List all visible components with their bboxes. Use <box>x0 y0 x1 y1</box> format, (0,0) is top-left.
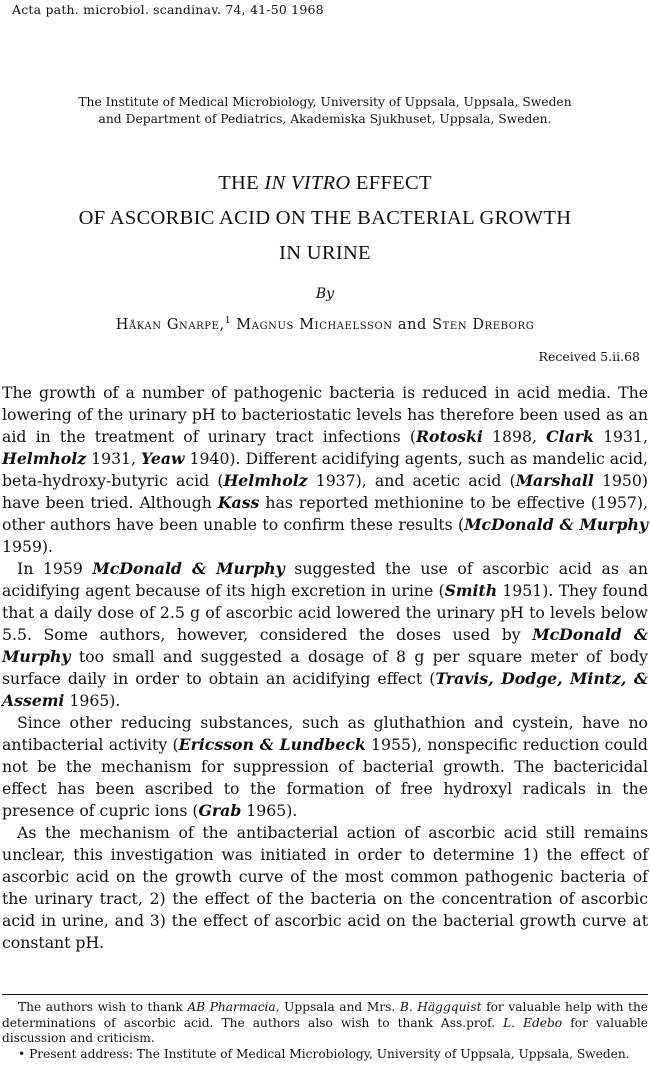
affiliation <box>0 94 650 128</box>
author-list <box>0 316 650 333</box>
paragraph-4: As the mechanism of the antibacterial action of ascorbic acid still remains unclear, this investigation was initiated in order to determine 1) the effect of ascorbic acid on the growth curve of the most common pathogenic bacteria of the urinary tract, 2) the effect of the bacteria on the concentration of ascorbic acid in urine, and 3) the effect of ascorbic acid on the bacterial growth curve at constant pH. <box>2 823 648 952</box>
title-line-3: IN URINE <box>279 242 371 264</box>
title-line-2: OF ASCORBIC ACID ON THE BACTERIAL GROWTH <box>78 207 572 229</box>
author-1-footnote-mark: 1 <box>224 316 232 326</box>
journal-citation: Acta path. microbiol. scandinav. 74, 41-50 1968 <box>12 2 324 17</box>
title-line-1: THE IN VITRO EFFECT <box>218 172 432 194</box>
paragraph-3: Since other reducing substances, such as gluthathion and cystein, have no antibacterial activity (Ericsson & Lundbeck 1955), nonspecific reduction could not be the mechanism for suppression of bacterial growth. The bactericidal effect has been ascribed to the formation of free hydroxyl radicals in the presence of cupric ions (Grab 1965). <box>2 713 648 820</box>
author-1: Håkan Gnarpe, <box>115 316 225 333</box>
footnote-acknowledgement: The authors wish to thank AB Pharmacia, Uppsala and Mrs. B. Häggquist for valuable help with the determinations of ascorbic acid. The authors also wish to thank Ass.prof. L. Edebo for valuable discussion and criticism. <box>2 1000 649 1045</box>
footnotes <box>2 1000 648 1062</box>
byline-by: By <box>315 286 335 302</box>
author-3: Sten Dreborg <box>432 316 535 333</box>
body-text <box>2 382 648 954</box>
footnote-divider <box>2 994 648 995</box>
affiliation-line-2: and Department of Pediatrics, Akademiska Sjukhuset, Uppsala, Sweden. <box>98 112 552 126</box>
footnote-bullet-mark: • <box>18 1046 26 1061</box>
paragraph-2: In 1959 McDonald & Murphy suggested the use of ascorbic acid as an acidifying agent because of its high excretion in urine (Smith 1951). They found that a daily dose of 2.5 g of ascorbic acid lowered the urinary pH to levels below 5.5. Some authors, however, considered the doses used by McDonald & Murphy too small and suggested a dosage of 8 g per square meter of body surface daily in order to obtain an acidifying effect (Travis, Dodge, Mintz, & Assemi 1965). <box>2 559 648 710</box>
footnote-present-address: • Present address: The Institute of Medical Microbiology, University of Uppsala, Uppsala, Sweden. <box>18 1046 630 1061</box>
affiliation-line-1: The Institute of Medical Microbiology, University of Uppsala, Uppsala, Sweden <box>78 95 572 109</box>
author-conjunction: and <box>397 316 427 333</box>
paragraph-1: The growth of a number of pathogenic bacteria is reduced in acid media. The lowering of the urinary pH to bacteriostatic levels has therefore been used as an aid in the treatment of urinary tract infections (Rotoski 1898, Clark 1931, Helmholz 1931, Yeaw 1940). Different acidifying agents, such as mandelic acid, beta-hydroxy-butyric acid (Helmholz 1937), and acetic acid (Marshall 1950) have been tried. Although Kass has reported methionine to be effective (1957), other authors have been unable to confirm these results (McDonald & Murphy 1959). <box>2 383 649 556</box>
article-title <box>0 166 650 271</box>
author-2: Magnus Michaelsson <box>236 316 393 333</box>
received-date: Received 5.ii.68 <box>538 349 640 364</box>
